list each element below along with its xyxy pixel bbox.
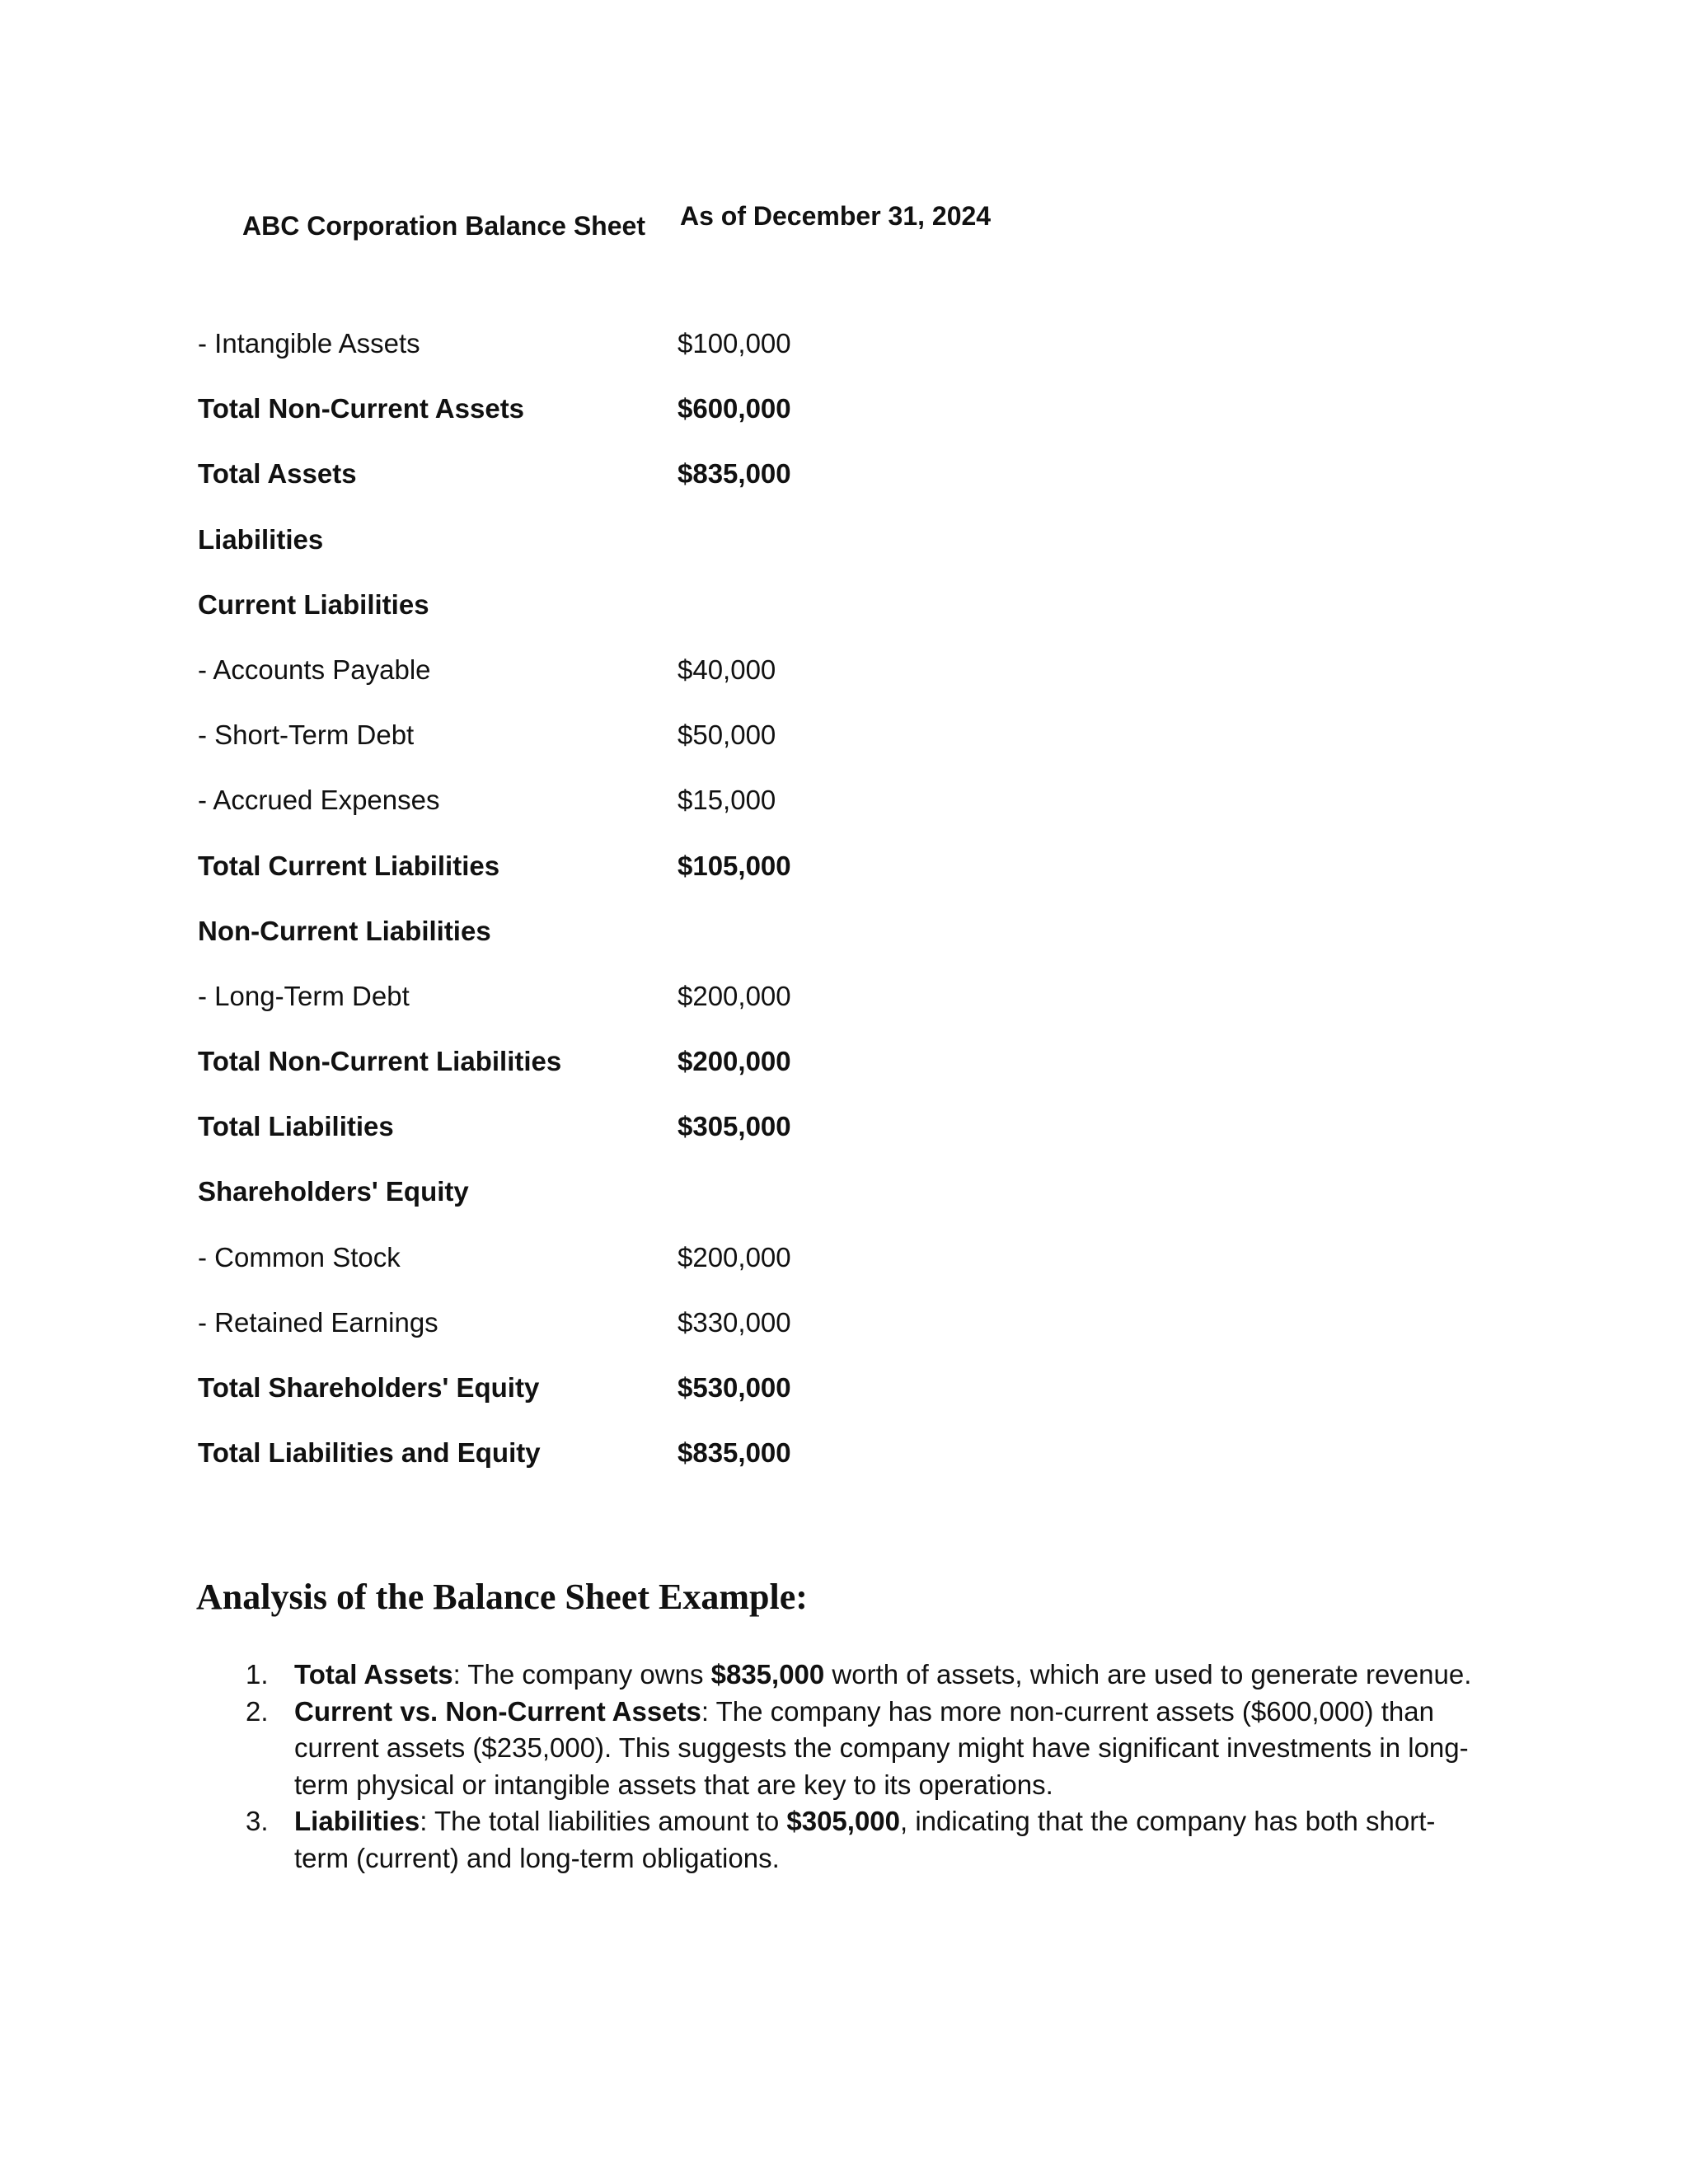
- row-value: $305,000: [678, 1111, 791, 1142]
- row-label: - Long-Term Debt: [198, 980, 410, 1011]
- row-accrued-expenses: [198, 766, 1022, 832]
- item-text: : The company owns: [452, 1659, 711, 1690]
- item-highlight: $835,000: [710, 1659, 825, 1690]
- row-accounts-payable: [198, 636, 1022, 701]
- item-text: : The company has more non-current assets ($600,000) than current assets ($235,000). This suggests the company might have significant investments in long-term physical or intangible assets that are key to its operations.: [294, 1695, 1469, 1800]
- list-text: [294, 1694, 1481, 1804]
- row-value: $200,000: [678, 1046, 791, 1077]
- row-value: $200,000: [678, 980, 791, 1011]
- item-text: : The total liabilities amount to: [420, 1806, 787, 1836]
- section-heading: Shareholders' Equity: [198, 1176, 469, 1207]
- row-value: $200,000: [678, 1241, 791, 1272]
- row-value: $835,000: [678, 458, 791, 490]
- row-long-term-debt: [198, 963, 1022, 1028]
- row-label: Total Liabilities: [198, 1111, 394, 1142]
- list-number: 1.: [246, 1659, 269, 1690]
- row-label: - Short-Term Debt: [198, 719, 415, 751]
- balance-sheet-table: [198, 310, 1022, 1484]
- item-text: , indicating that the company has both short-term (current) and long-term obligations.: [294, 1806, 1436, 1873]
- row-value: $530,000: [678, 1372, 791, 1403]
- analysis-item-liabilities: [0, 1803, 1688, 1877]
- row-value: $835,000: [678, 1437, 791, 1469]
- section-current-liabilities: [198, 571, 1022, 636]
- row-label: Total Non-Current Liabilities: [198, 1046, 562, 1077]
- row-label: Total Current Liabilities: [198, 850, 500, 881]
- row-value: $600,000: [678, 393, 791, 424]
- row-label: - Intangible Assets: [198, 328, 420, 359]
- item-term: Liabilities: [294, 1806, 420, 1836]
- list-number: 3.: [246, 1806, 269, 1836]
- section-liabilities: [198, 506, 1022, 571]
- row-label: - Accounts Payable: [198, 654, 431, 685]
- row-value: $50,000: [678, 719, 776, 751]
- row-label: Total Liabilities and Equity: [198, 1437, 541, 1469]
- item-highlight: $305,000: [786, 1806, 900, 1836]
- item-term: Total Assets: [294, 1659, 453, 1690]
- analysis-list: [0, 1657, 1688, 1877]
- row-total-non-current-liabilities: [198, 1028, 1022, 1093]
- section-heading: Current Liabilities: [198, 588, 429, 620]
- balance-sheet-date: As of December 31, 2024: [680, 201, 992, 231]
- list-number: 2.: [246, 1695, 269, 1727]
- row-value: $330,000: [678, 1306, 791, 1338]
- row-total-shareholders-equity: [198, 1354, 1022, 1419]
- row-label: Total Assets: [198, 458, 357, 490]
- analysis-heading: Analysis of the Balance Sheet Example:: [196, 1577, 808, 1617]
- item-term: Current vs. Non-Current Assets: [294, 1695, 701, 1727]
- row-value: $100,000: [678, 328, 791, 359]
- row-total-liabilities-and-equity: [198, 1419, 1022, 1484]
- balance-sheet-title: ABC Corporation Balance Sheet: [242, 211, 645, 241]
- row-value: $40,000: [678, 654, 776, 685]
- row-label: - Accrued Expenses: [198, 785, 440, 816]
- analysis-item-current-vs-non-current: [0, 1694, 1688, 1804]
- list-text: [294, 1803, 1481, 1877]
- row-label: - Retained Earnings: [198, 1306, 438, 1338]
- row-label: Total Non-Current Assets: [198, 393, 525, 424]
- row-retained-earnings: [198, 1289, 1022, 1354]
- section-heading: Liabilities: [198, 523, 324, 555]
- row-common-stock: [198, 1224, 1022, 1289]
- section-heading: Non-Current Liabilities: [198, 915, 491, 946]
- row-label: - Common Stock: [198, 1241, 401, 1272]
- item-text: worth of assets, which are used to generate revenue.: [824, 1659, 1472, 1690]
- row-total-current-liabilities: [198, 832, 1022, 898]
- row-value: $15,000: [678, 785, 776, 816]
- row-label: Total Shareholders' Equity: [198, 1372, 540, 1403]
- row-value: $105,000: [678, 850, 791, 881]
- list-text: [294, 1657, 1481, 1694]
- section-shareholders-equity: [198, 1158, 1022, 1223]
- row-total-liabilities: [198, 1093, 1022, 1158]
- row-intangible-assets: [198, 310, 1022, 375]
- section-non-current-liabilities: [198, 898, 1022, 963]
- analysis-item-total-assets: [0, 1657, 1688, 1694]
- row-total-non-current-assets: [198, 375, 1022, 440]
- row-short-term-debt: [198, 701, 1022, 766]
- row-total-assets: [198, 440, 1022, 505]
